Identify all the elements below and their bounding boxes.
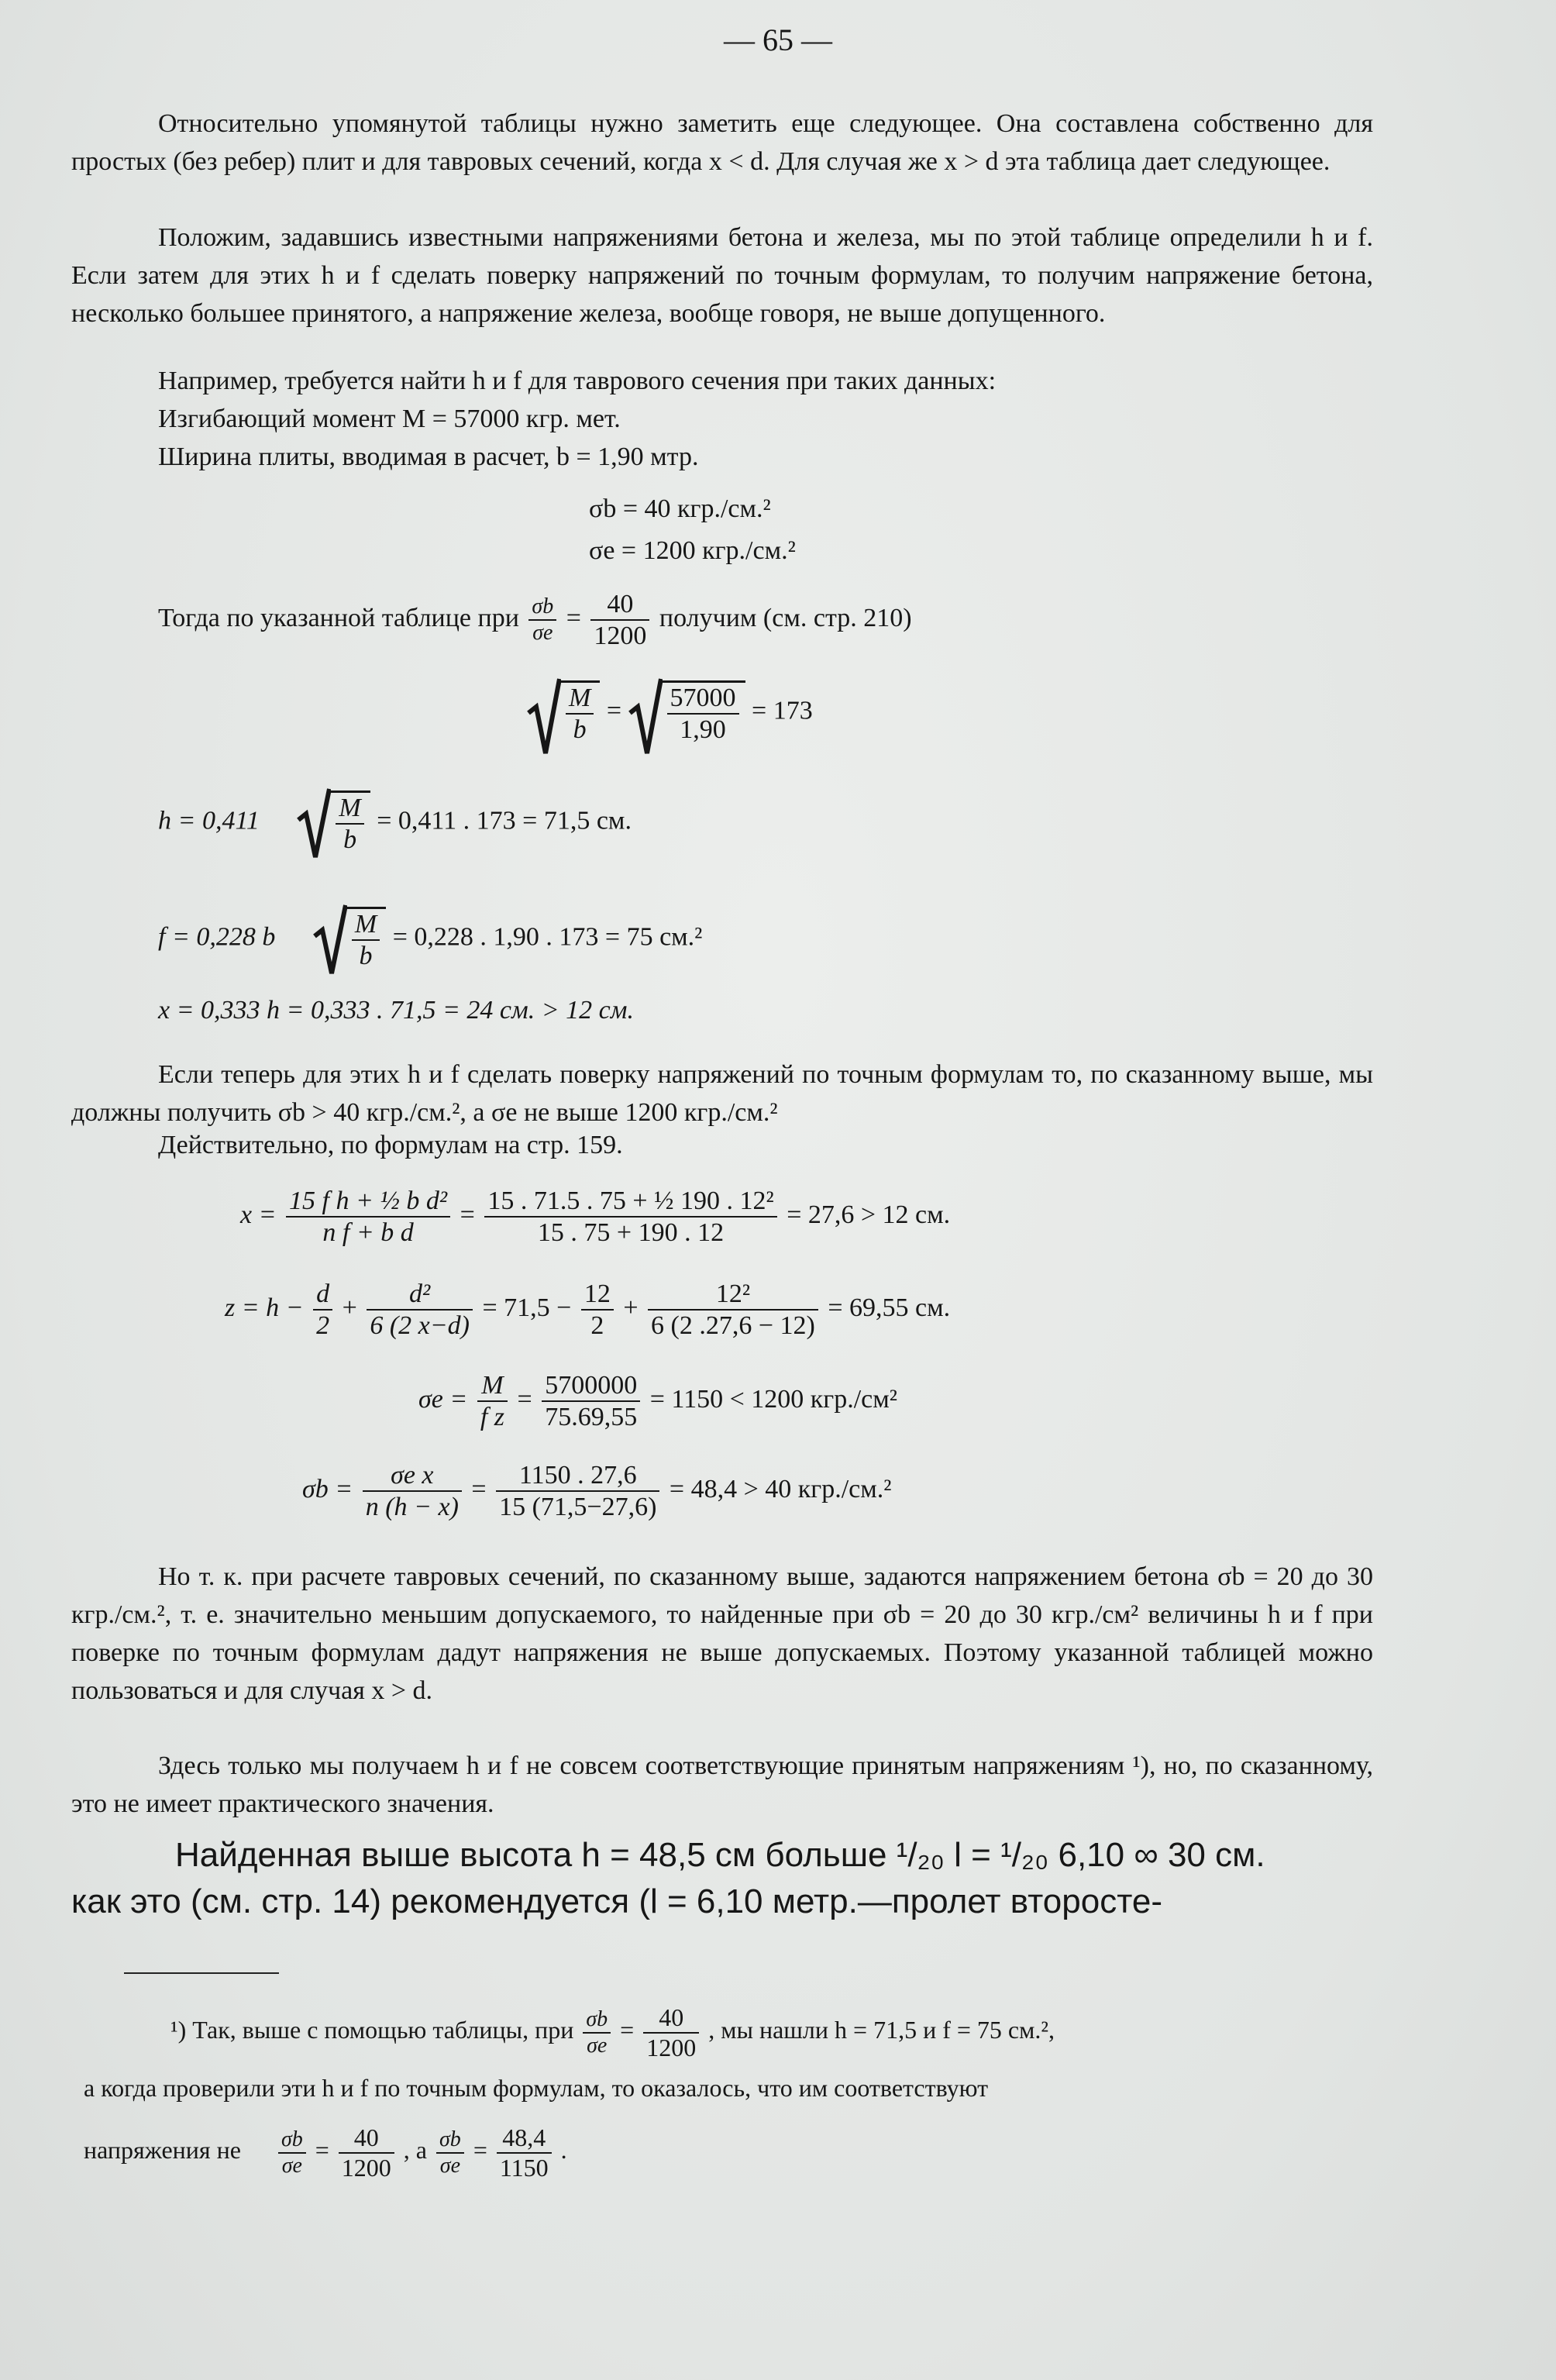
ratio-value bbox=[590, 589, 649, 651]
ratio-value-den: 1200 bbox=[590, 619, 649, 651]
footnote-frac-3 bbox=[339, 2123, 394, 2182]
example-intro: Например, требуется найти h и f для таврового сечения при таких данных: bbox=[158, 367, 997, 395]
then-right: получим (см. стр. 210) bbox=[659, 603, 912, 632]
sqrt-2-frac bbox=[667, 683, 739, 745]
footnote-dot: . bbox=[560, 2136, 567, 2165]
plus: + bbox=[623, 1293, 639, 1322]
radical-sign-icon bbox=[297, 786, 331, 863]
sqrt-1-den: b bbox=[566, 713, 594, 745]
fn-num-3: σb bbox=[439, 2127, 461, 2151]
eq: = bbox=[471, 1474, 487, 1503]
x-frac-1 bbox=[286, 1186, 450, 1248]
z-den-1: 2 bbox=[313, 1309, 332, 1341]
paragraph-1: Относительно упомянутой таблицы нужно заметить еще следующее. Она составлена собственно для простых (без ребер) плит и для тавровых сечений, когда x < d. Для случая же x > d эта таблица дает следующее. bbox=[71, 109, 1373, 176]
sigma-b-calc bbox=[302, 1460, 891, 1522]
sqrt-f-frac bbox=[352, 909, 380, 971]
sb-num-2: 1150 . 27,6 bbox=[518, 1461, 637, 1490]
then-left: Тогда по указанной таблице при bbox=[158, 603, 519, 632]
footnote-frac-4 bbox=[436, 2127, 464, 2179]
fn-num-1: σb bbox=[586, 2006, 608, 2031]
sqrt-2 bbox=[628, 680, 745, 745]
fn-val-den-2: 1200 bbox=[339, 2152, 394, 2182]
eq: = bbox=[315, 2136, 329, 2165]
footnote-l1-a: ¹) Так, выше с помощью таблицы, при bbox=[170, 2016, 574, 2044]
x-lhs: x = bbox=[240, 1200, 277, 1229]
ratio-value-num: 40 bbox=[607, 590, 634, 618]
eq: = bbox=[606, 696, 622, 725]
ratio-den: σe bbox=[528, 619, 556, 646]
x-num-2: 15 . 71.5 . 75 + ½ 190 . 12² bbox=[487, 1187, 774, 1215]
fn-val-num-1: 40 bbox=[659, 2003, 684, 2031]
sqrt-h-den: b bbox=[336, 823, 363, 855]
radical-sign-icon bbox=[313, 902, 347, 980]
fn-den-1: σe bbox=[583, 2032, 611, 2058]
sb-frac-1 bbox=[363, 1460, 462, 1522]
f-right: = 0,228 . 1,90 . 173 = 75 см.² bbox=[392, 922, 703, 952]
sqrt-result: = 173 bbox=[752, 696, 813, 725]
se-num-1: M bbox=[481, 1371, 504, 1400]
z-lhs: z = h − bbox=[225, 1293, 304, 1322]
sqrt-1 bbox=[527, 680, 600, 745]
sqrt-f bbox=[313, 907, 386, 971]
x-formula: x = 0,333 h = 0,333 . 71,5 = 24 см. > 12 см. bbox=[158, 996, 634, 1025]
sqrt-f-num: M bbox=[354, 910, 377, 939]
footnote-frac-2 bbox=[278, 2127, 306, 2179]
eq: = bbox=[460, 1200, 475, 1229]
sqrt-2-num: 57000 bbox=[670, 684, 736, 712]
sigma-b-given: σb = 40 кгр./см.² bbox=[589, 494, 771, 523]
se-lhs: σe = bbox=[418, 1384, 468, 1414]
radical-sign-icon bbox=[527, 676, 561, 761]
x-calc bbox=[240, 1186, 950, 1248]
h-right: = 0,411 . 173 = 71,5 см. bbox=[377, 806, 632, 835]
f-formula bbox=[158, 907, 702, 971]
ratio-num: σb bbox=[532, 594, 554, 618]
z-frac-1 bbox=[313, 1279, 332, 1341]
page-number: — 65 — bbox=[724, 22, 832, 57]
fn-den-3: σe bbox=[436, 2152, 464, 2179]
h-left: h = 0,411 bbox=[158, 806, 260, 835]
sb-lhs: σb = bbox=[302, 1474, 353, 1503]
sqrt-formula bbox=[527, 680, 813, 745]
fn-val-num-2: 40 bbox=[353, 2123, 379, 2151]
se-num-2: 5700000 bbox=[545, 1371, 638, 1400]
sb-num-1: σe x bbox=[391, 1461, 434, 1490]
sigma-e-calc bbox=[418, 1370, 897, 1432]
footnote-frac-5 bbox=[497, 2123, 552, 2182]
footnote-line-2: а когда проверили эти h и f по точным формулам, то оказалось, что им соответствуют bbox=[84, 2074, 989, 2102]
footnote-frac-value bbox=[643, 2003, 699, 2062]
sb-frac-2 bbox=[496, 1460, 659, 1522]
x-den-1: n f + b d bbox=[286, 1216, 450, 1248]
z-den-4: 6 (2 .27,6 − 12) bbox=[648, 1309, 818, 1341]
z-frac-3 bbox=[581, 1279, 614, 1341]
z-calc bbox=[225, 1279, 950, 1341]
eq: = bbox=[566, 603, 581, 632]
x-result: = 27,6 > 12 см. bbox=[787, 1200, 951, 1229]
se-den-2: 75.69,55 bbox=[542, 1400, 640, 1432]
example-width: Ширина плиты, вводимая в расчет, b = 1,90 мтр. bbox=[158, 443, 699, 471]
paragraph-2: Положим, задавшись известными напряжениями бетона и железа, мы по этой таблице определили h и f. Если затем для этих h и f сделать поверку напряжений по точным формулам, то получим напряжение бетона, несколько большее принятого, а напряжение железа, вообще говоря, не выше допущенного. bbox=[71, 223, 1373, 328]
se-den-1: f z bbox=[477, 1400, 508, 1432]
fn-num-2: σb bbox=[281, 2127, 303, 2151]
fn-val-den-3: 1150 bbox=[497, 2152, 552, 2182]
paragraph-6-line-2: как это (см. стр. 14) рекомендуется (l = 6,10 метр.—пролет второсте- bbox=[71, 1882, 1162, 1920]
footnote-l3-a: напряжения не bbox=[84, 2136, 241, 2165]
plus: + bbox=[342, 1293, 357, 1322]
x-frac-2 bbox=[484, 1186, 776, 1248]
sb-den-2: 15 (71,5−27,6) bbox=[496, 1490, 659, 1522]
eq: = bbox=[517, 1384, 532, 1414]
sqrt-1-num: M bbox=[569, 684, 591, 712]
footnote-frac-ratio bbox=[583, 2007, 611, 2058]
sqrt-h-num: M bbox=[339, 794, 361, 822]
eq: = bbox=[473, 2136, 487, 2165]
fn-den-2: σe bbox=[278, 2152, 306, 2179]
sqrt-h bbox=[297, 790, 370, 855]
z-den-3: 2 bbox=[581, 1309, 614, 1341]
paragraph-5: Здесь только мы получаем h и f не совсем соответствующие принятым напряжениям ¹), но, по сказанному, это не имеет практического значения. bbox=[71, 1751, 1373, 1818]
paragraph-6-line-1: Найденная выше высота h = 48,5 см больше ¹/₂₀ l = ¹/₂₀ 6,10 ∞ 30 см. bbox=[175, 1836, 1265, 1874]
f-left: f = 0,228 b bbox=[158, 922, 276, 952]
footnote-l1-b: , мы нашли h = 71,5 и f = 75 см.², bbox=[708, 2016, 1055, 2044]
sqrt-f-den: b bbox=[352, 939, 380, 971]
z-mid: = 71,5 − bbox=[482, 1293, 572, 1322]
z-result: = 69,55 см. bbox=[828, 1293, 951, 1322]
eq: = bbox=[620, 2016, 635, 2044]
sqrt-h-frac bbox=[336, 793, 363, 855]
sigma-e-given: σe = 1200 кгр./см.² bbox=[589, 536, 796, 565]
se-frac-2 bbox=[542, 1370, 640, 1432]
h-formula bbox=[158, 790, 632, 855]
z-num-1: d bbox=[316, 1280, 330, 1308]
x-num-1: 15 f h + ½ b d² bbox=[289, 1187, 448, 1215]
fn-val-den-1: 1200 bbox=[643, 2032, 699, 2062]
footnote-comma-a: , а bbox=[403, 2136, 427, 2165]
se-frac-1 bbox=[477, 1370, 508, 1432]
z-num-4: 12² bbox=[715, 1280, 751, 1308]
z-num-3: 12 bbox=[584, 1280, 611, 1308]
z-frac-4 bbox=[648, 1279, 818, 1341]
z-num-2: d² bbox=[409, 1280, 431, 1308]
x-den-2: 15 . 75 + 190 . 12 bbox=[484, 1216, 776, 1248]
paragraph-3: Если теперь для этих h и f сделать поверку напряжений по точным формулам то, по сказанному выше, мы должны получить σb > 40 кгр./см.², а σe не выше 1200 кгр./см.² bbox=[71, 1060, 1373, 1127]
footnote-rule bbox=[124, 1972, 279, 1974]
radical-sign-icon bbox=[628, 676, 663, 761]
fn-val-num-3: 48,4 bbox=[502, 2123, 546, 2151]
ratio-fraction bbox=[528, 594, 556, 646]
sqrt-2-den: 1,90 bbox=[667, 713, 739, 745]
sb-den-1: n (h − x) bbox=[363, 1490, 462, 1522]
then-line bbox=[158, 589, 912, 651]
z-frac-2 bbox=[367, 1279, 473, 1341]
z-den-2: 6 (2 x−d) bbox=[367, 1309, 473, 1341]
example-moment: Изгибающий момент M = 57000 кгр. мет. bbox=[158, 405, 621, 433]
paragraph-3b: Действительно, по формулам на стр. 159. bbox=[158, 1131, 623, 1159]
se-result: = 1150 < 1200 кгр./см² bbox=[649, 1384, 897, 1414]
sqrt-1-frac bbox=[566, 683, 594, 745]
sb-result: = 48,4 > 40 кгр./см.² bbox=[669, 1474, 892, 1503]
footnote-line-1 bbox=[170, 2003, 1055, 2062]
footnote-line-3 bbox=[84, 2123, 567, 2182]
paragraph-4: Но т. к. при расчете тавровых сечений, по сказанному выше, задаются напряжением бетона σb = 20 до 30 кгр./см.², т. е. значительно меньшим допускаемого, то найденные при σb = 20 до 30 кгр./см² величины h и f при поверке по точным формулам дадут напряжения не выше допускаемых. Поэтому указанной таблицей можно пользоваться и для случая x > d. bbox=[71, 1562, 1374, 1705]
